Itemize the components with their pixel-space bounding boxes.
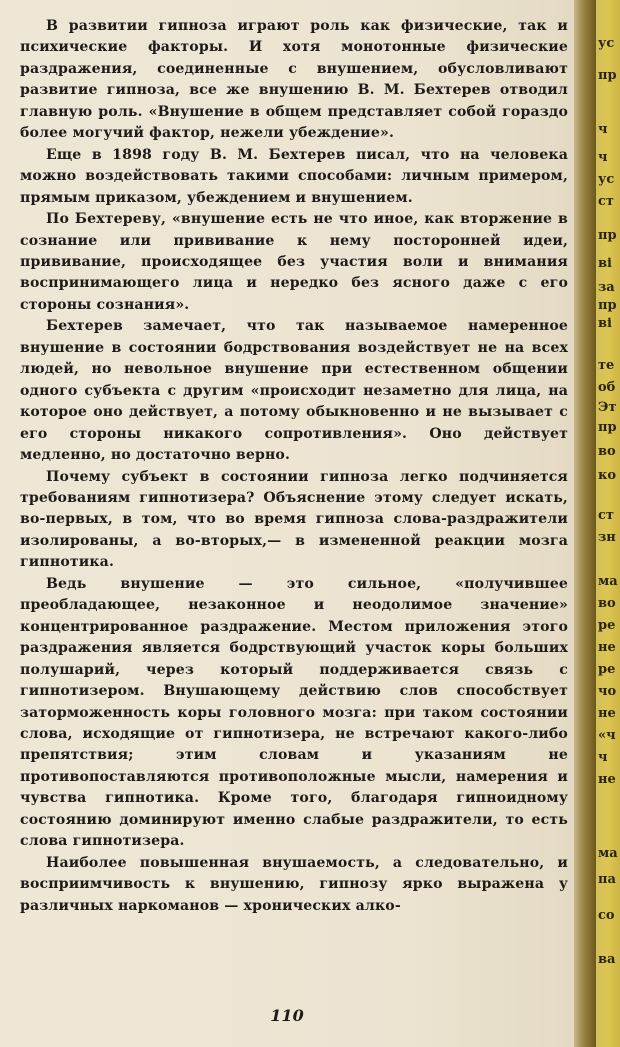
page-text bbox=[20, 16, 568, 917]
paragraph: В развитии гипноза играют роль как физические, так и психические факторы. И хотя монотонные физические раздражения, соединенные с внушением, обусловливают развитие гипноза, все же внушению В. М. Бехтерев отводил главную роль. «Внушение в общем представляет собой гораздо более могучий фактор, нежели убеждение». bbox=[20, 18, 568, 142]
next-page-fragment: ч bbox=[598, 750, 608, 765]
next-page-fragment: пр bbox=[598, 420, 617, 435]
next-page-fragment: Эт bbox=[598, 400, 617, 415]
next-page-fragment: ві bbox=[598, 256, 612, 271]
next-page-fragment: ус bbox=[598, 36, 615, 51]
page-number: 110 bbox=[270, 1006, 304, 1025]
next-page-fragment: ст bbox=[598, 194, 614, 209]
next-page-fragment: ко bbox=[598, 468, 617, 483]
next-page-fragment: «ч bbox=[598, 728, 616, 743]
next-page-fragment: пр bbox=[598, 68, 617, 83]
next-page-fragment: ч bbox=[598, 150, 608, 165]
next-page-edge bbox=[596, 0, 620, 1047]
next-page-fragment: ст bbox=[598, 508, 614, 523]
next-page-fragment: не bbox=[598, 772, 616, 787]
next-page-fragment: ва bbox=[598, 952, 616, 967]
next-page-fragment: те bbox=[598, 358, 615, 373]
next-page-fragment: пр bbox=[598, 228, 617, 243]
paragraph: По Бехтереву, «внушение есть не что иное, как вторжение в сознание или прививание к нему посторонней идеи, прививание, происходящее без участия воли и внимания воспринимающего лица и нередко без ясного даже с его стороны сознания». bbox=[20, 211, 568, 313]
next-page-fragment: во bbox=[598, 596, 616, 611]
next-page-fragment: чо bbox=[598, 684, 617, 699]
next-page-fragment: со bbox=[598, 908, 615, 923]
next-page-fragment: ма bbox=[598, 574, 618, 589]
next-page-fragment: ре bbox=[598, 662, 616, 677]
paragraph: Бехтерев замечает, что так называемое намеренное внушение в состоянии бодрствования воздействует не на всех людей, но невольное внушение при естественном общении одного субъекта с другим «происходит незаметно для лица, на которое оно действует, а потому обыкновенно и не вызывает с его стороны никакого сопротивления». Оно действует медленно, но достаточно верно. bbox=[20, 318, 568, 464]
next-page-fragment: не bbox=[598, 640, 616, 655]
next-page-fragment: за bbox=[598, 280, 615, 295]
book-gutter bbox=[574, 0, 596, 1047]
next-page-fragment: ус bbox=[598, 172, 615, 187]
next-page-fragment: об bbox=[598, 380, 616, 395]
next-page-fragment: ч bbox=[598, 122, 608, 137]
next-page-fragment: ре bbox=[598, 618, 616, 633]
next-page-fragment: ві bbox=[598, 316, 612, 331]
next-page-fragment: во bbox=[598, 444, 616, 459]
paragraph: Ведь внушение — это сильное, «получившее преобладающее, незаконное и неодолимое значение» концентрированное раздражение. Местом приложения этого раздражения является бодрствующий участок коры больших полушарий, через который поддерживается связь с гипнотизером. Внушающему действию слов способствует заторможенность коры головного мозга: при таком состоянии слова, исходящие от гипнотизера, не встречают какого-либо препятствия; этим словам и указаниям не противопоставляются противоположные мысли, намерения и чувства гипнотика. Кроме того, благодаря гипноидному состоянию доминируют именно слабые раздражители, то есть слова гипнотизера. bbox=[20, 575, 568, 850]
next-page-fragment: ма bbox=[598, 846, 618, 861]
paragraph: Наиболее повышенная внушаемость, а следовательно, и восприимчивость к внушению, гипнозу ярко выражена у различных наркоманов — хронических алко- bbox=[20, 854, 568, 914]
paragraph: Еще в 1898 году В. М. Бехтерев писал, что на человека можно воздействовать такими способами: личным примером, прямым приказом, убеждением и внушением. bbox=[20, 146, 568, 206]
paragraph: Почему субъект в состоянии гипноза легко подчиняется требованиям гипнотизера? Объяснение этому следует искать, во-первых, в том, что во время гипноза слова-раздражители изолированы, а во-вторых,— в измененной реакции мозга гипнотика. bbox=[20, 468, 568, 571]
next-page-fragment: па bbox=[598, 872, 616, 887]
next-page-fragment: зн bbox=[598, 530, 616, 545]
next-page-fragment: не bbox=[598, 706, 616, 721]
next-page-fragment: пр bbox=[598, 298, 617, 313]
